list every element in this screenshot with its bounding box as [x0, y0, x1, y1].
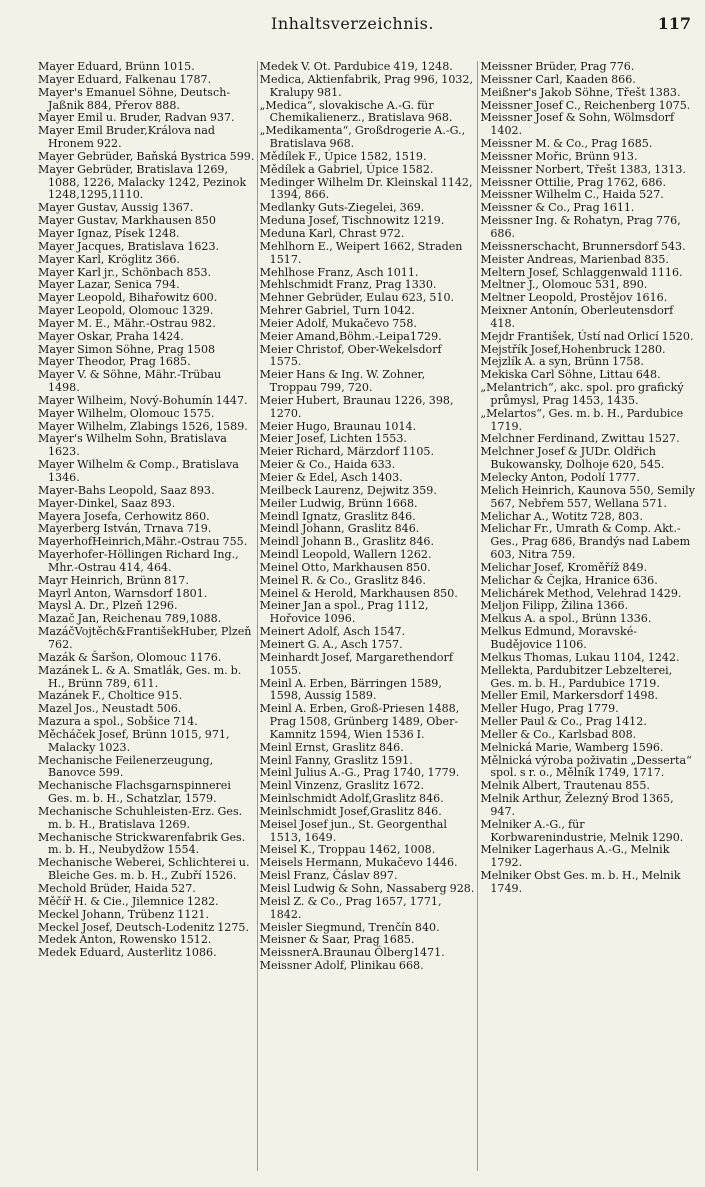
- index-entry: Meissner Josef & Sohn, Wölmsdorf 1402.: [480, 111, 675, 138]
- index-entry: Meisner & Saar, Prag 1685.: [259, 933, 415, 947]
- index-entry: Mehner Gebrüder, Eulau 623, 510.: [259, 291, 455, 305]
- index-entry: Meckel Josef, Deutsch-Lodenitz 1275.: [38, 920, 250, 934]
- index-entry: Meller Emil, Markersdorf 1498.: [480, 689, 659, 703]
- index-entry: Medek V. Ot. Pardubice 419, 1248.: [259, 61, 453, 73]
- index-entry: Meier Richard, Märzdorf 1105.: [259, 445, 434, 459]
- index-entry: Mazák & Šaršon, Olomouc 1176.: [38, 650, 222, 664]
- index-entry: Meinel & Herold, Markhausen 850.: [259, 586, 458, 600]
- index-entry: „Melantrich“, akc. spol. pro grafický průmysl, Prag 1453, 1435.: [480, 381, 684, 407]
- index-entry: Meier & Edel, Asch 1403.: [259, 471, 403, 484]
- index-entry: Meinert Adolf, Asch 1547.: [259, 625, 406, 639]
- index-entry: Mayerhofer-Höllingen Richard Ing., Mhr.-Ostrau 414, 464.: [38, 548, 239, 574]
- index-entry: Mayer Wilhelm & Comp., Bratislava 1346.: [38, 458, 239, 484]
- index-entry: MazáčVojtěch&FrantišekHuber, Plzeň 762.: [38, 625, 252, 651]
- index-entry: Meisel Josef jun., St. Georgenthal 1513, 1649.: [259, 817, 447, 844]
- index-entry: Mayer Gustav, Markhausen 850: [38, 214, 216, 228]
- index-entry: Meissner Josef C., Reichenberg 1075.: [480, 98, 691, 112]
- index-entry: Melchner Ferdinand, Zwittau 1527.: [480, 432, 680, 446]
- index-entry: Mayer Leopold, Bihařowitz 600.: [38, 291, 218, 305]
- index-entry: Mayer Theodor, Prag 1685.: [38, 355, 191, 369]
- index-entry: Meinel Otto, Markhausen 850.: [259, 560, 431, 574]
- index-entry: Meißner's Jakob Söhne, Třešt 1383.: [480, 85, 681, 99]
- index-entry: Melecky Anton, Podolí 1777.: [480, 471, 640, 484]
- index-entry: Melich Heinrich, Kaunova 550, Semily 567, Nebřem 557, Wellana 571.: [480, 483, 695, 510]
- index-entry: Mechanische Feilenerzeugung, Banovce 599.: [38, 753, 214, 780]
- index-entry: Mayer's Emanuel Söhne, Deutsch-Jaßnik 884, Přerov 888.: [38, 85, 231, 112]
- index-entry: Medek Anton, Rowensko 1512.: [38, 933, 212, 947]
- index-entry: Mayer-Dinkel, Saaz 893.: [38, 496, 176, 510]
- index-entry: Meller Paul & Co., Prag 1412.: [480, 715, 647, 729]
- index-entry: Meinl Julius A.-G., Prag 1740, 1779.: [259, 766, 460, 780]
- index-entry: Mazel Jos., Neustadt 506.: [38, 702, 182, 716]
- index-column-2: [257, 61, 478, 1171]
- index-entry: Mehrer Gabriel, Turn 1042.: [259, 304, 415, 318]
- index-entry: Mayer Gebrüder, Baňská Bystrica 599.: [38, 149, 255, 163]
- index-entry: Meisl Z. & Co., Prag 1657, 1771, 1842.: [259, 894, 442, 921]
- index-entry: Meissner M. & Co., Prag 1685.: [480, 137, 653, 151]
- index-entry: Melnik Arthur, Železný Brod 1365, 947.: [480, 792, 674, 818]
- index-entry: Melchner Josef & JUDr. Oldřich Bukowansky, Dolhoje 620, 545.: [480, 445, 665, 472]
- index-entry: Meissner Carl, Kaaden 866.: [480, 72, 636, 86]
- index-entry: Mehlschmidt Franz, Prag 1330.: [259, 278, 437, 292]
- index-entry: Melnická Marie, Wamberg 1596.: [480, 740, 664, 754]
- page-header: [0, 14, 705, 42]
- index-entry: Meissner Wilhelm C., Haida 527.: [480, 188, 664, 202]
- index-entry: Meindl Johann, Graslitz 846.: [259, 522, 420, 536]
- index-entry: Mejzlík A. a syn, Brünn 1758.: [480, 355, 644, 369]
- index-entry: Mazánek F., Choltice 915.: [38, 689, 183, 703]
- index-entry: Mayer-Bahs Leopold, Saaz 893.: [38, 483, 215, 497]
- page-title: Inhaltsverzeichnis.: [271, 14, 434, 33]
- index-entry: Meinl A. Erben, Bärringen 1589, 1598, Aussig 1589.: [259, 676, 442, 703]
- index-entry: Melichárek Method, Velehrad 1429.: [480, 586, 682, 600]
- index-entry: Meinhardt Josef, Margarethendorf 1055.: [259, 650, 453, 677]
- index-entry: Meisler Siegmund, Trenčín 840.: [259, 920, 440, 934]
- index-entry: Meisels Hermann, Mukačevo 1446.: [259, 856, 458, 870]
- index-entry: Maysl A. Dr., Plzeň 1296.: [38, 599, 178, 613]
- index-entry: Meier Amand,Böhm.-Leipa1729.: [259, 329, 442, 343]
- index-entry: Mayer Karl jr., Schönbach 853.: [38, 265, 212, 279]
- index-entry: Meinert G. A., Asch 1757.: [259, 637, 403, 651]
- index-entry: Melichar & Čejka, Hranice 636.: [480, 573, 658, 587]
- index-entry: Mayrl Anton, Warnsdorf 1801.: [38, 586, 208, 600]
- index-entry: Mayer Emil Bruder,Králova nad Hronem 922.: [38, 124, 215, 151]
- index-entry: Meissner & Co., Prag 1611.: [480, 201, 635, 215]
- index-entry: Meinl Fanny, Graslitz 1591.: [259, 753, 413, 767]
- index-column-3: [477, 61, 698, 1171]
- index-entry: Meinlschmidt Adolf,Graslitz 846.: [259, 792, 444, 806]
- index-entry: Mayer Wilhelm, Zlabings 1526, 1589.: [38, 419, 248, 433]
- index-entry: Melniker Lagerhaus A.-G., Melnik 1792.: [480, 843, 670, 870]
- index-entry: Meier Adolf, Mukačevo 758.: [259, 316, 417, 330]
- index-entry: Mayer Emil u. Bruder, Radvan 937.: [38, 111, 235, 125]
- index-entry: Mehlhorn E., Weipert 1662, Straden 1517.: [259, 239, 463, 266]
- index-entry: Meilbeck Laurenz, Dejwitz 359.: [259, 483, 437, 497]
- index-entry: Mazač Jan, Reichenau 789,1088.: [38, 612, 222, 626]
- index-entry: Mělnická výroba poživatin „Desserta“ spol. s r. o., Mělník 1749, 1717.: [480, 753, 692, 780]
- index-entry: Mayer Oskar, Praha 1424.: [38, 329, 184, 343]
- index-entry: Melichar A., Wotitz 728, 803.: [480, 509, 643, 523]
- index-entry: „Medikamenta“, Großdrogerie A.-G., Bratislava 968.: [259, 124, 466, 151]
- index-entry: Meinl Ernst, Graslitz 846.: [259, 740, 404, 754]
- index-entry: Meissner Ottilie, Prag 1762, 686.: [480, 175, 667, 189]
- index-entry: Mayer Ignaz, Písek 1248.: [38, 226, 180, 240]
- index-entry: Meixner Antonín, Oberleutensdorf 418.: [480, 304, 674, 330]
- index-entry: Meiner Jan a spol., Prag 1112, Hořovice 1096.: [259, 599, 429, 626]
- index-entry: Meisl Ludwig & Sohn, Nassaberg 928.: [259, 882, 475, 895]
- index-entry: Mayer Eduard, Brünn 1015.: [38, 61, 195, 73]
- index-entry: Melkus Thomas, Lukau 1104, 1242.: [480, 650, 680, 664]
- index-entry: Mellekta, Pardubitzer Lebzelterei, Ges. m. b. H., Pardubice 1719.: [480, 663, 673, 690]
- index-entry: Meier Hugo, Braunau 1014.: [259, 419, 417, 433]
- index-entry: Mechanische Schuhleisten-Erz. Ges. m. b. H., Bratislava 1269.: [38, 804, 243, 831]
- index-entry: Mayerberg István, Trnava 719.: [38, 522, 212, 536]
- index-entry: Melkus Edmund, Moravské-Budějovice 1106.: [480, 625, 638, 651]
- index-entry: Meindl Johann B., Graslitz 846.: [259, 535, 434, 549]
- index-entry: Meissner Adolf, Plinikau 668.: [259, 959, 424, 973]
- index-entry: Mekiska Carl Söhne, Littau 648.: [480, 368, 661, 382]
- index-entry: Meller & Co., Karlsbad 808.: [480, 727, 637, 741]
- index-entry: Meckel Johann, Trübenz 1121.: [38, 907, 210, 921]
- index-entry: Medek Eduard, Austerlitz 1086.: [38, 946, 217, 960]
- index-entry: Meier Christof, Ober-Wekelsdorf 1575.: [259, 342, 442, 369]
- index-entry: Meltern Josef, Schlaggenwald 1116.: [480, 265, 683, 279]
- index-entry: Meier Hans & Ing. W. Zohner, Troppau 799, 720.: [259, 368, 426, 395]
- index-entry: Meier Hubert, Braunau 1226, 398, 1270.: [259, 393, 454, 420]
- index-entry: Meinlschmidt Josef,Graslitz 846.: [259, 804, 442, 818]
- index-entry: Mayer M. E., Mähr.-Ostrau 982.: [38, 316, 216, 330]
- index-entry: Meisel K., Troppau 1462, 1008.: [259, 843, 436, 857]
- index-entry: Mechanische Flachsgarnspinnerei Ges. m. b. H., Schatzlar, 1579.: [38, 779, 231, 806]
- index-entry: Mayer Lazar, Senica 794.: [38, 278, 180, 292]
- index-entry: Meltner Leopold, Prostějov 1616.: [480, 291, 668, 305]
- index-entry: Mayer Jacques, Bratislava 1623.: [38, 239, 220, 253]
- index-entry: „Melartos“, Ges. m. b. H., Pardubice 1719.: [480, 406, 684, 433]
- index-entry: Medinger Wilhelm Dr. Kleinskal 1142, 1394, 866.: [259, 175, 473, 202]
- index-entry: Medlanky Guts-Ziegelei, 369.: [259, 201, 425, 215]
- index-entry: Mayera Josefa, Cerhowitz 860.: [38, 509, 210, 523]
- index-entry: Meiler Ludwig, Brünn 1668.: [259, 496, 418, 510]
- index-entry: Měcháček Josef, Brünn 1015, 971, Malacky 1023.: [38, 727, 230, 754]
- index-entry: Meduna Karl, Chrast 972.: [259, 226, 405, 240]
- index-entry: Meduna Josef, Tischnowitz 1219.: [259, 214, 445, 228]
- index-entry: Melkus A. a spol., Brünn 1336.: [480, 612, 652, 626]
- index-entry: Mayer V. & Söhne, Mähr.-Trübau 1498.: [38, 368, 222, 395]
- index-entry: Mejdr František, Ústí nad Orlicí 1520.: [480, 329, 694, 343]
- index-entry: Meindl Leopold, Wallern 1262.: [259, 548, 432, 562]
- index-entry: Meljon Filipp, Žilina 1366.: [480, 599, 629, 613]
- index-entry: Melnik Albert, Trautenau 855.: [480, 779, 650, 793]
- index-entry: Mayer Gebrüder, Bratislava 1269, 1088, 1226, Malacky 1242, Pezinok 1248,1295,1110.: [38, 162, 247, 202]
- index-entry: Meissner Ing. & Rohatyn, Prag 776, 686.: [480, 214, 681, 240]
- index-entry: Meinl Vinzenz, Graslitz 1672.: [259, 779, 424, 793]
- index-entry: Mayer Leopold, Olomouc 1329.: [38, 304, 214, 318]
- index-entry: Meller Hugo, Prag 1779.: [480, 702, 619, 716]
- index-entry: Mayer Karl, Kröglitz 366.: [38, 252, 180, 266]
- index-entry: Meinel R. & Co., Graslitz 846.: [259, 573, 426, 587]
- page-number: 117: [657, 14, 691, 33]
- index-entry: Medica, Aktienfabrik, Prag 996, 1032, Kralupy 981.: [259, 72, 474, 99]
- index-entry: „Medica“, slovakische A.-G. für Chemikalienerz., Bratislava 968.: [259, 98, 453, 125]
- index-entry: Melichar Josef, Kroměříž 849.: [480, 560, 648, 574]
- index-entry: Mědílek a Gabriel, Úpice 1582.: [259, 162, 434, 176]
- index-entry: Meindl Ignatz, Graslitz 846.: [259, 509, 416, 523]
- index-entry: Meister Andreas, Marienbad 835.: [480, 252, 669, 266]
- index-entry: Mazura a spol., Sobšice 714.: [38, 715, 198, 729]
- index-entry: Mayer's Wilhelm Sohn, Bratislava 1623.: [38, 432, 227, 459]
- index-entry: Meltner J., Olomouc 531, 890.: [480, 278, 648, 292]
- index-entry: Melniker A.-G., für Korbwarenindustrie, Melnik 1290.: [480, 817, 684, 844]
- index-entry: Meisl Franz, Čáslav 897.: [259, 869, 398, 883]
- index-entry: Mazánek L. & A. Smatlák, Ges. m. b. H., Brünn 789, 611.: [38, 663, 242, 690]
- index-entry: Meissner Brüder, Prag 776.: [480, 61, 635, 73]
- index-entry: MeissnerA.Braunau Ölberg1471.: [259, 946, 445, 960]
- index-column-1: [36, 61, 257, 1171]
- index-entry: Melichar Fr., Umrath & Comp. Akt.-Ges., Prag 686, Brandýs nad Labem 603, Nitra 759.: [480, 522, 691, 562]
- index-entry: Meissner Norbert, Třešt 1383, 1313.: [480, 162, 686, 176]
- index-entry: Mejstřík Josef,Hohenbruck 1280.: [480, 342, 666, 356]
- index-entry: Meier & Co., Haida 633.: [259, 458, 396, 472]
- index-columns: [36, 61, 698, 1171]
- index-entry: Meissner Mořic, Brünn 913.: [480, 149, 638, 163]
- index-entry: Mayer Eduard, Falkenau 1787.: [38, 72, 212, 86]
- index-entry: Měčíř H. & Cie., Jilemnice 1282.: [38, 894, 219, 908]
- index-entry: Mayr Heinrich, Brünn 817.: [38, 573, 189, 587]
- index-entry: Mechanische Weberei, Schlichterei u. Bleiche Ges. m. b. H., Zubří 1526.: [38, 856, 250, 883]
- index-entry: Mayer Wilheim, Nový-Bohumín 1447.: [38, 393, 248, 407]
- index-entry: Mayer Simon Söhne, Prag 1508: [38, 342, 216, 356]
- index-entry: Mědílek F., Úpice 1582, 1519.: [259, 149, 427, 163]
- index-entry: Mechanische Strickwarenfabrik Ges. m. b. H., Neubydžow 1554.: [38, 830, 246, 857]
- index-entry: Meier Josef, Lichten 1553.: [259, 432, 407, 446]
- index-entry: Mayer Gustav, Aussig 1367.: [38, 201, 194, 215]
- index-entry: Meinl A. Erben, Groß-Priesen 1488, Prag 1508, Grünberg 1489, Ober-Kamnitz 1594, Wien 1536 I.: [259, 702, 460, 741]
- index-entry: Mechold Brüder, Haida 527.: [38, 882, 196, 895]
- index-entry: MayerhofHeinrich,Mähr.-Ostrau 755.: [38, 535, 248, 549]
- index-entry: Mayer Wilhelm, Olomouc 1575.: [38, 406, 215, 420]
- index-entry: Melniker Obst Ges. m. b. H., Melnik 1749.: [480, 869, 681, 895]
- index-entry: Mehlhose Franz, Asch 1011.: [259, 265, 419, 279]
- index-entry: Meissnerschacht, Brunnersdorf 543.: [480, 239, 686, 253]
